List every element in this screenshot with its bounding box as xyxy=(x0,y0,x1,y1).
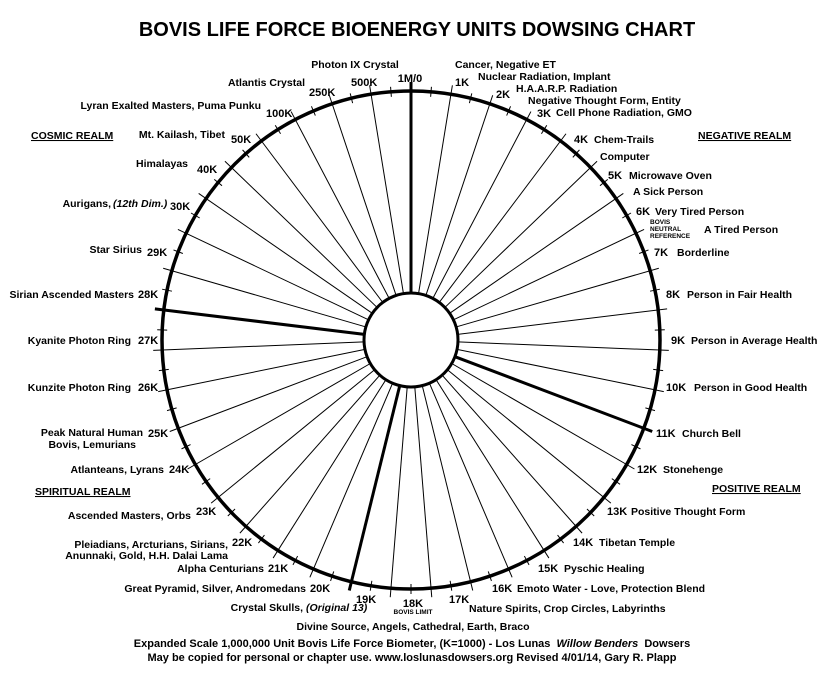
scale-value-28: 25K xyxy=(148,428,169,440)
scale-label-24-0: Alpha Centurians xyxy=(177,563,264,575)
scale-label-29-0: Kunzite Photon Ring xyxy=(27,382,131,394)
scale-value-25: 22K xyxy=(232,537,253,549)
spoke-36 xyxy=(291,112,389,299)
scale-label-31-0: Sirian Ascended Masters xyxy=(9,289,134,301)
scale-label-32-0: Star Sirius xyxy=(89,244,142,256)
scale-value-2: 2K xyxy=(496,89,511,101)
scale-label-3-0: Negative Thought Form, Entity xyxy=(528,95,681,107)
scale-value-3: 3K xyxy=(537,108,552,120)
scale-label-27-0: Atlanteans, Lyrans xyxy=(70,464,164,476)
spoke-8 xyxy=(456,268,659,327)
scale-label-9-0: A Tired Person xyxy=(704,224,779,236)
scale-value-16: 13K xyxy=(607,506,628,518)
scale-label-35-0: Mt. Kailash, Tibet xyxy=(138,129,225,141)
spoke-30 xyxy=(155,309,364,334)
scale-label-22-1: (Original 13) xyxy=(306,602,368,614)
scale-value-33: 30K xyxy=(170,201,191,213)
footer-line-1 xyxy=(134,638,690,650)
spoke-31 xyxy=(163,268,366,327)
scale-value-23: 20K xyxy=(310,583,331,595)
scale-value-0: 1M/0 xyxy=(397,73,423,85)
scale-label-16-0: Positive Thought Form xyxy=(631,506,746,518)
scale-label-4-0: Chem-Trails xyxy=(594,134,655,146)
realm-positive: POSITIVE REALM xyxy=(712,483,801,495)
scale-value-29: 26K xyxy=(138,382,159,394)
scale-value-11: 8K xyxy=(666,289,681,301)
scale-label-28-1: Bovis, Lemurians xyxy=(48,439,136,451)
neutral-ref-line-1: BOVIS xyxy=(650,219,671,226)
scale-value-27: 24K xyxy=(169,464,190,476)
scale-label-11-0: Person in Fair Health xyxy=(687,289,793,301)
scale-label-2-1: H.A.A.R.P. Radiation xyxy=(516,83,618,95)
spoke-5 xyxy=(445,161,597,307)
spoke-10 xyxy=(458,342,669,350)
footer-line-2: May be copied for personal or chapter use. www.loslunasdowsers.org Revised 4/01/14, Gary R. Plapp xyxy=(147,652,677,664)
scale-value-32: 29K xyxy=(147,247,168,259)
scale-label-1-0: Cancer, Negative ET xyxy=(455,59,556,71)
realm-negative: NEGATIVE REALM xyxy=(698,130,792,142)
scale-label-10-0: Borderline xyxy=(677,247,730,259)
scale-value-30: 27K xyxy=(138,335,159,347)
scale-label-22-0: Crystal Skulls, xyxy=(230,602,303,614)
scale-label-7-0: A Sick Person xyxy=(633,186,704,198)
chart-title: BOVIS LIFE FORCE BIOENERGY UNITS DOWSING CHART xyxy=(138,19,696,41)
scale-value-19: 16K xyxy=(492,583,513,595)
scale-value-36: 100K xyxy=(266,108,293,120)
bovis-neutral-reference xyxy=(650,219,691,240)
scale-label-25-0: Pleiadians, Arcturians, Sirians, xyxy=(74,539,228,551)
spoke-19 xyxy=(415,387,432,597)
scale-label-37-0: Atlantis Crystal xyxy=(227,77,305,89)
scale-value-37: 250K xyxy=(309,87,336,99)
scale-label-33-0: Aurigans, xyxy=(62,198,111,210)
scale-label-34-0: Himalayas xyxy=(136,158,188,170)
neutral-ref-line-3: REFERENCE xyxy=(650,233,691,240)
spoke-3 xyxy=(433,112,531,299)
footer-line-1-italic: Willow Benders xyxy=(556,638,639,650)
scale-value-35: 50K xyxy=(231,134,252,146)
scale-label-5-0: Computer xyxy=(600,151,650,163)
scale-label-6-0: Microwave Oven xyxy=(629,170,712,182)
scale-label-14-0: Church Bell xyxy=(682,428,741,440)
scale-value-38: 500K xyxy=(351,77,378,89)
scale-value-10: 7K xyxy=(654,247,669,259)
scale-value-6: 5K xyxy=(608,170,623,182)
scale-value-17: 14K xyxy=(573,537,594,549)
scale-label-15-0: Stonehenge xyxy=(663,464,724,476)
scale-value-13: 10K xyxy=(666,382,687,394)
scale-label-25-1: Anunnaki, Gold, H.H. Dalai Lama xyxy=(65,550,228,562)
spoke-37 xyxy=(329,95,396,295)
spoke-21 xyxy=(349,386,399,591)
scale-label-2-0: Nuclear Radiation, Implant xyxy=(478,71,611,83)
scale-label-13-0: Person in Good Health xyxy=(694,382,808,394)
scale-label-3-1: Cell Phone Radiation, GMO xyxy=(556,107,692,119)
scale-label-23-0: Great Pyramid, Silver, Andromedans xyxy=(124,583,306,595)
scale-value-21: 18K xyxy=(402,598,424,610)
scale-value-4: 4K xyxy=(574,134,589,146)
spoke-38 xyxy=(370,85,404,293)
scale-label-19-0: Emoto Water - Love, Protection Blend xyxy=(517,583,706,595)
scale-label-26-0: Ascended Masters, Orbs xyxy=(67,510,191,522)
scale-label-8-0: Very Tired Person xyxy=(655,206,745,218)
scale-label-33-1: (12th Dim.) xyxy=(113,198,168,210)
spoke-32 xyxy=(178,229,369,319)
realm-spiritual: SPIRITUAL REALM xyxy=(35,486,131,498)
scale-label-28-0: Peak Natural Human xyxy=(40,427,143,439)
scale-value-15: 12K xyxy=(637,464,658,476)
scale-label-18-0: Pyschic Healing xyxy=(564,563,645,575)
scale-value-8: 6K xyxy=(636,206,651,218)
scale-value-26: 23K xyxy=(196,506,217,518)
spoke-34 xyxy=(225,161,377,307)
scale-value-14: 11K xyxy=(656,428,676,440)
spoke-9 xyxy=(458,309,667,334)
scale-value-12: 9K xyxy=(671,335,686,347)
scale-value-34: 40K xyxy=(197,164,218,176)
scale-value-1: 1K xyxy=(455,77,470,89)
scale-value-24: 21K xyxy=(268,563,289,575)
inner-hub xyxy=(364,293,458,387)
spoke-27 xyxy=(170,357,367,432)
scale-label-17-0: Tibetan Temple xyxy=(599,537,676,549)
realm-cosmic: COSMIC REALM xyxy=(31,130,114,142)
scale-label-20-0: Nature Spirits, Crop Circles, Labyrinths xyxy=(469,603,666,615)
spoke-2 xyxy=(426,95,493,295)
bovis-limit-label: BOVIS LIMIT xyxy=(393,609,433,616)
scale-value-18: 15K xyxy=(538,563,559,575)
scale-label-21-0: Divine Source, Angels, Cathedral, Earth, Braco xyxy=(296,621,530,633)
scale-label-12-0: Person in Average Health xyxy=(691,335,818,347)
spoke-1 xyxy=(419,85,453,293)
scale-value-20: 17K xyxy=(449,594,470,606)
spoke-29 xyxy=(153,342,364,350)
scale-label-0-0: Photon IX Crystal xyxy=(311,59,399,71)
scale-value-31: 28K xyxy=(138,289,159,301)
spoke-28 xyxy=(158,349,365,391)
spoke-7 xyxy=(453,229,644,319)
scale-label-30-0: Kyanite Photon Ring xyxy=(27,335,131,347)
footer-line-1-prefix: Expanded Scale 1,000,000 Unit Bovis Life Force Biometer, (K=1000) - Los Lunas xyxy=(133,638,551,650)
scale-label-36-0: Lyran Exalted Masters, Puma Punku xyxy=(80,100,261,112)
neutral-ref-line-2: NEUTRAL xyxy=(650,226,682,233)
spoke-12 xyxy=(455,357,652,432)
footer-line-1-suffix: Dowsers xyxy=(644,638,691,650)
scale-value-22: 19K xyxy=(356,594,377,606)
spoke-18 xyxy=(422,386,472,591)
